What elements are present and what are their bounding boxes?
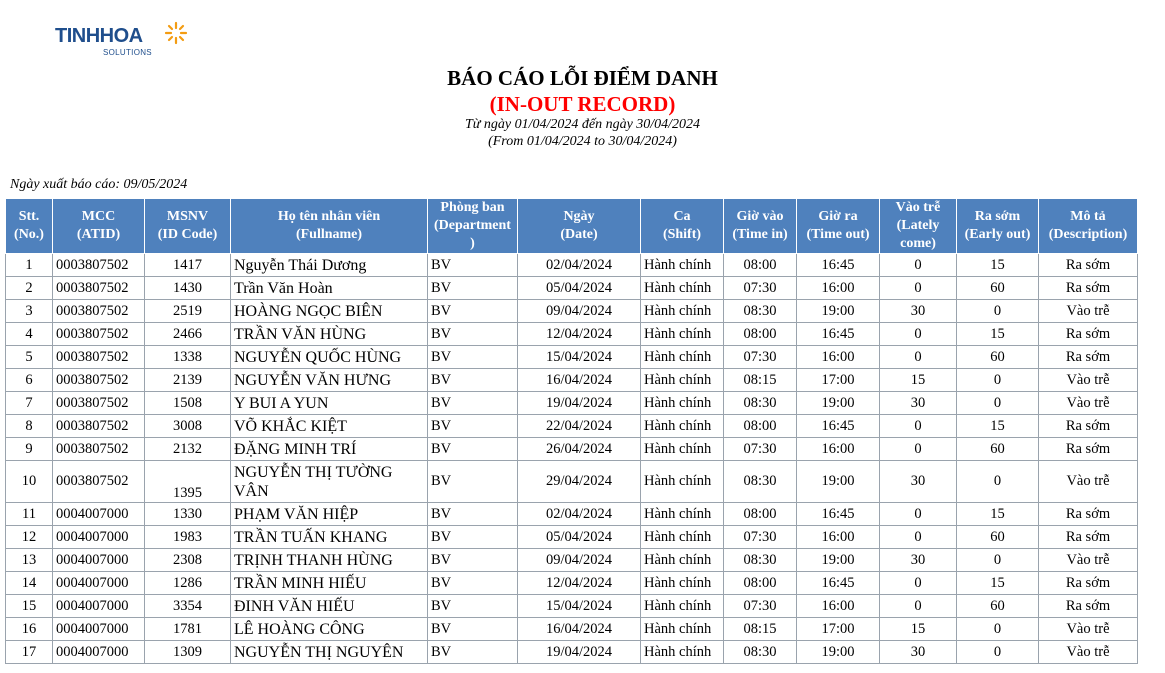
- table-row: [6, 415, 1138, 438]
- shift-cell: Hành chính: [641, 595, 724, 618]
- row-number: 12: [6, 526, 53, 549]
- row-number: 2: [6, 277, 53, 300]
- column-header-label: come): [900, 236, 936, 251]
- time-out-cell: 16:00: [797, 526, 880, 549]
- description-cell: Ra sớm: [1039, 346, 1138, 369]
- date-cell: 19/04/2024: [518, 392, 641, 415]
- shift-cell: Hành chính: [641, 254, 724, 277]
- description-cell: Ra sớm: [1039, 254, 1138, 277]
- time-in-cell: 08:30: [724, 549, 797, 572]
- atid-cell: 0004007000: [53, 503, 145, 526]
- row-number: 10: [6, 461, 53, 503]
- column-header: [641, 199, 724, 254]
- atid-cell: 0003807502: [53, 415, 145, 438]
- column-header-label: (Lately: [896, 218, 940, 233]
- time-out-cell: 19:00: [797, 641, 880, 664]
- id-code-cell: 1286: [145, 572, 231, 595]
- column-header-label: (Description): [1048, 227, 1128, 242]
- time-in-cell: 07:30: [724, 438, 797, 461]
- atid-cell: 0004007000: [53, 618, 145, 641]
- late-minutes-cell: 0: [880, 277, 957, 300]
- starburst-icon: [163, 20, 189, 46]
- description-cell: Ra sớm: [1039, 323, 1138, 346]
- column-header: [1039, 199, 1138, 254]
- table-row: [6, 549, 1138, 572]
- department-cell: BV: [428, 415, 518, 438]
- time-in-cell: 07:30: [724, 526, 797, 549]
- time-out-cell: 19:00: [797, 392, 880, 415]
- time-out-cell: 16:45: [797, 254, 880, 277]
- early-minutes-cell: 15: [957, 503, 1039, 526]
- department-cell: BV: [428, 438, 518, 461]
- table-row: [6, 254, 1138, 277]
- late-minutes-cell: 30: [880, 300, 957, 323]
- time-out-cell: 17:00: [797, 618, 880, 641]
- time-in-cell: 08:00: [724, 323, 797, 346]
- shift-cell: Hành chính: [641, 641, 724, 664]
- atid-cell: 0003807502: [53, 323, 145, 346]
- date-cell: 29/04/2024: [518, 461, 641, 503]
- table-row: [6, 346, 1138, 369]
- shift-cell: Hành chính: [641, 300, 724, 323]
- fullname-cell: TRẦN MINH HIẾU: [231, 572, 428, 595]
- atid-cell: 0003807502: [53, 392, 145, 415]
- table-row: [6, 595, 1138, 618]
- fullname-cell: HOÀNG NGỌC BIÊN: [231, 300, 428, 323]
- table-row: [6, 438, 1138, 461]
- date-cell: 16/04/2024: [518, 618, 641, 641]
- department-cell: BV: [428, 300, 518, 323]
- time-out-cell: 16:45: [797, 323, 880, 346]
- column-header-label: Ngày: [563, 209, 595, 224]
- early-minutes-cell: 0: [957, 618, 1039, 641]
- column-header: [53, 199, 145, 254]
- department-cell: BV: [428, 346, 518, 369]
- description-cell: Ra sớm: [1039, 503, 1138, 526]
- fullname-cell: PHẠM VĂN HIỆP: [231, 503, 428, 526]
- late-minutes-cell: 30: [880, 549, 957, 572]
- row-number: 11: [6, 503, 53, 526]
- shift-cell: Hành chính: [641, 369, 724, 392]
- id-code-cell: 1395: [145, 461, 231, 503]
- time-in-cell: 07:30: [724, 595, 797, 618]
- time-in-cell: 08:00: [724, 572, 797, 595]
- date-cell: 26/04/2024: [518, 438, 641, 461]
- column-header: [880, 199, 957, 254]
- fullname-cell: NGUYỄN QUỐC HÙNG: [231, 346, 428, 369]
- atid-cell: 0003807502: [53, 254, 145, 277]
- table-row: [6, 618, 1138, 641]
- date-cell: 02/04/2024: [518, 254, 641, 277]
- table-row: [6, 277, 1138, 300]
- department-cell: BV: [428, 323, 518, 346]
- department-cell: BV: [428, 549, 518, 572]
- description-cell: Ra sớm: [1039, 438, 1138, 461]
- date-range-vi: Từ ngày 01/04/2024 đến ngày 30/04/2024: [464, 117, 701, 132]
- time-in-cell: 08:15: [724, 369, 797, 392]
- fullname-cell: Y BUI A YUN: [231, 392, 428, 415]
- time-out-cell: 19:00: [797, 300, 880, 323]
- column-header-label: MSNV: [166, 209, 209, 224]
- column-header-label: (Fullname): [295, 227, 363, 242]
- late-minutes-cell: 0: [880, 346, 957, 369]
- id-code-cell: 3354: [145, 595, 231, 618]
- row-number: 6: [6, 369, 53, 392]
- column-header-label: Mô tả: [1070, 209, 1106, 224]
- id-code-cell: 3008: [145, 415, 231, 438]
- fullname-cell: LÊ HOÀNG CÔNG: [231, 618, 428, 641]
- shift-cell: Hành chính: [641, 323, 724, 346]
- early-minutes-cell: 15: [957, 323, 1039, 346]
- early-minutes-cell: 60: [957, 595, 1039, 618]
- date-cell: 05/04/2024: [518, 526, 641, 549]
- report-title: BÁO CÁO LỖI ĐIỂM DANH: [447, 66, 718, 90]
- id-code-cell: 1781: [145, 618, 231, 641]
- row-number: 7: [6, 392, 53, 415]
- id-code-cell: 2519: [145, 300, 231, 323]
- description-cell: Ra sớm: [1039, 277, 1138, 300]
- time-out-cell: 19:00: [797, 549, 880, 572]
- department-cell: BV: [428, 392, 518, 415]
- date-cell: 05/04/2024: [518, 277, 641, 300]
- shift-cell: Hành chính: [641, 461, 724, 503]
- id-code-cell: 1338: [145, 346, 231, 369]
- time-in-cell: 08:30: [724, 641, 797, 664]
- fullname-cell: TRẦN VĂN HÙNG: [231, 323, 428, 346]
- description-cell: Vào trễ: [1039, 641, 1138, 664]
- date-cell: 12/04/2024: [518, 572, 641, 595]
- early-minutes-cell: 0: [957, 392, 1039, 415]
- shift-cell: Hành chính: [641, 526, 724, 549]
- department-cell: BV: [428, 254, 518, 277]
- atid-cell: 0004007000: [53, 549, 145, 572]
- atid-cell: 0003807502: [53, 461, 145, 503]
- table-row: [6, 369, 1138, 392]
- fullname-cell: ĐẶNG MINH TRÍ: [231, 438, 428, 461]
- id-code-cell: 1309: [145, 641, 231, 664]
- time-out-cell: 16:00: [797, 595, 880, 618]
- column-header: [797, 199, 880, 254]
- table-row: [6, 572, 1138, 595]
- column-header: [6, 199, 53, 254]
- date-cell: 15/04/2024: [518, 595, 641, 618]
- report-subtitle: (IN-OUT RECORD): [489, 92, 676, 116]
- late-minutes-cell: 0: [880, 572, 957, 595]
- row-number: 1: [6, 254, 53, 277]
- late-minutes-cell: 0: [880, 323, 957, 346]
- column-header-label: Ra sớm: [974, 209, 1021, 224]
- row-number: 8: [6, 415, 53, 438]
- row-number: 9: [6, 438, 53, 461]
- row-number: 3: [6, 300, 53, 323]
- late-minutes-cell: 0: [880, 503, 957, 526]
- time-in-cell: 07:30: [724, 346, 797, 369]
- column-header-label: (ID Code): [157, 227, 218, 242]
- column-header: [518, 199, 641, 254]
- time-out-cell: 16:00: [797, 277, 880, 300]
- description-cell: Vào trễ: [1039, 461, 1138, 503]
- early-minutes-cell: 0: [957, 461, 1039, 503]
- date-cell: 15/04/2024: [518, 346, 641, 369]
- column-header-label: (Time out): [806, 227, 870, 242]
- department-cell: BV: [428, 641, 518, 664]
- row-number: 16: [6, 618, 53, 641]
- shift-cell: Hành chính: [641, 415, 724, 438]
- date-cell: 09/04/2024: [518, 300, 641, 323]
- table-row: [6, 300, 1138, 323]
- column-header-label: ): [470, 236, 475, 251]
- id-code-cell: 1417: [145, 254, 231, 277]
- column-header-label: Vào trễ: [895, 200, 941, 215]
- attendance-error-table: [5, 198, 1138, 664]
- early-minutes-cell: 0: [957, 369, 1039, 392]
- id-code-cell: 2132: [145, 438, 231, 461]
- late-minutes-cell: 0: [880, 438, 957, 461]
- export-date: Ngày xuất báo cáo: 09/05/2024: [10, 177, 188, 192]
- column-header-label: Giờ ra: [818, 209, 858, 224]
- description-cell: Vào trễ: [1039, 549, 1138, 572]
- column-header-label: MCC: [81, 209, 116, 224]
- row-number: 13: [6, 549, 53, 572]
- table-row: [6, 526, 1138, 549]
- atid-cell: 0003807502: [53, 300, 145, 323]
- date-cell: 22/04/2024: [518, 415, 641, 438]
- id-code-cell: 2139: [145, 369, 231, 392]
- atid-cell: 0004007000: [53, 526, 145, 549]
- department-cell: BV: [428, 277, 518, 300]
- atid-cell: 0004007000: [53, 595, 145, 618]
- time-out-cell: 17:00: [797, 369, 880, 392]
- time-in-cell: 07:30: [724, 277, 797, 300]
- column-header: [724, 199, 797, 254]
- time-in-cell: 08:30: [724, 300, 797, 323]
- late-minutes-cell: 30: [880, 641, 957, 664]
- shift-cell: Hành chính: [641, 277, 724, 300]
- late-minutes-cell: 0: [880, 254, 957, 277]
- atid-cell: 0003807502: [53, 438, 145, 461]
- early-minutes-cell: 15: [957, 572, 1039, 595]
- column-header: [145, 199, 231, 254]
- atid-cell: 0004007000: [53, 572, 145, 595]
- early-minutes-cell: 0: [957, 300, 1039, 323]
- department-cell: BV: [428, 618, 518, 641]
- row-number: 14: [6, 572, 53, 595]
- fullname-cell: TRỊNH THANH HÙNG: [231, 549, 428, 572]
- fullname-cell: Nguyễn Thái Dương: [231, 254, 428, 277]
- time-out-cell: 16:45: [797, 503, 880, 526]
- time-in-cell: 08:00: [724, 503, 797, 526]
- table-body: [6, 254, 1138, 664]
- late-minutes-cell: 0: [880, 595, 957, 618]
- column-header-label: Giờ vào: [736, 209, 784, 224]
- logo-subtext: SOLUTIONS: [103, 48, 152, 57]
- fullname-cell: Trần Văn Hoàn: [231, 277, 428, 300]
- department-cell: BV: [428, 595, 518, 618]
- description-cell: Ra sớm: [1039, 415, 1138, 438]
- fullname-cell: VÕ KHẮC KIỆT: [231, 415, 428, 438]
- column-header-label: Phòng ban: [440, 200, 505, 215]
- logo-text: TINHHOA: [55, 25, 143, 47]
- shift-cell: Hành chính: [641, 503, 724, 526]
- description-cell: Vào trễ: [1039, 618, 1138, 641]
- id-code-cell: 2308: [145, 549, 231, 572]
- early-minutes-cell: 15: [957, 415, 1039, 438]
- department-cell: BV: [428, 461, 518, 503]
- early-minutes-cell: 0: [957, 641, 1039, 664]
- time-in-cell: 08:30: [724, 392, 797, 415]
- column-header-label: (ATID): [76, 227, 121, 242]
- shift-cell: Hành chính: [641, 392, 724, 415]
- table-row: [6, 461, 1138, 503]
- late-minutes-cell: 0: [880, 526, 957, 549]
- table-row: [6, 323, 1138, 346]
- id-code-cell: 1508: [145, 392, 231, 415]
- shift-cell: Hành chính: [641, 346, 724, 369]
- atid-cell: 0003807502: [53, 346, 145, 369]
- column-header: [231, 199, 428, 254]
- id-code-cell: 1430: [145, 277, 231, 300]
- early-minutes-cell: 15: [957, 254, 1039, 277]
- column-header-label: Stt.: [18, 209, 40, 224]
- shift-cell: Hành chính: [641, 438, 724, 461]
- date-cell: 09/04/2024: [518, 549, 641, 572]
- column-header: [428, 199, 518, 254]
- row-number: 4: [6, 323, 53, 346]
- time-out-cell: 16:00: [797, 346, 880, 369]
- column-header-label: (Date): [560, 227, 598, 242]
- table-header-row: [6, 199, 1138, 254]
- early-minutes-cell: 60: [957, 346, 1039, 369]
- row-number: 15: [6, 595, 53, 618]
- atid-cell: 0004007000: [53, 641, 145, 664]
- date-range-en: (From 01/04/2024 to 30/04/2024): [488, 134, 677, 149]
- description-cell: Ra sớm: [1039, 595, 1138, 618]
- column-header: [957, 199, 1039, 254]
- fullname-cell: NGUYỄN VĂN HƯNG: [231, 369, 428, 392]
- id-code-cell: 1330: [145, 503, 231, 526]
- early-minutes-cell: 60: [957, 438, 1039, 461]
- time-in-cell: 08:30: [724, 461, 797, 503]
- late-minutes-cell: 0: [880, 415, 957, 438]
- table-row: [6, 392, 1138, 415]
- department-cell: BV: [428, 526, 518, 549]
- time-out-cell: 19:00: [797, 461, 880, 503]
- shift-cell: Hành chính: [641, 549, 724, 572]
- column-header-label: (Early out): [964, 227, 1031, 242]
- column-header-label: (Department: [434, 218, 511, 233]
- department-cell: BV: [428, 369, 518, 392]
- late-minutes-cell: 30: [880, 392, 957, 415]
- department-cell: BV: [428, 572, 518, 595]
- description-cell: Vào trễ: [1039, 300, 1138, 323]
- early-minutes-cell: 60: [957, 277, 1039, 300]
- early-minutes-cell: 0: [957, 549, 1039, 572]
- time-in-cell: 08:00: [724, 415, 797, 438]
- fullname-cell: NGUYỄN THỊ TƯỜNG VÂN: [231, 461, 428, 503]
- time-out-cell: 16:00: [797, 438, 880, 461]
- time-in-cell: 08:15: [724, 618, 797, 641]
- fullname-cell: ĐINH VĂN HIẾU: [231, 595, 428, 618]
- column-header-label: (No.): [14, 227, 44, 242]
- atid-cell: 0003807502: [53, 369, 145, 392]
- time-out-cell: 16:45: [797, 572, 880, 595]
- atid-cell: 0003807502: [53, 277, 145, 300]
- description-cell: Ra sớm: [1039, 572, 1138, 595]
- table-row: [6, 503, 1138, 526]
- company-logo: [55, 25, 152, 57]
- id-code-cell: 1983: [145, 526, 231, 549]
- late-minutes-cell: 15: [880, 369, 957, 392]
- column-header-label: Ca: [673, 209, 691, 224]
- date-cell: 19/04/2024: [518, 641, 641, 664]
- date-cell: 02/04/2024: [518, 503, 641, 526]
- late-minutes-cell: 30: [880, 461, 957, 503]
- column-header-label: (Time in): [732, 227, 788, 242]
- column-header-label: Họ tên nhân viên: [277, 209, 381, 224]
- description-cell: Vào trễ: [1039, 392, 1138, 415]
- column-header-label: (Shift): [662, 227, 702, 242]
- fullname-cell: TRẦN TUẤN KHANG: [231, 526, 428, 549]
- date-cell: 12/04/2024: [518, 323, 641, 346]
- time-out-cell: 16:45: [797, 415, 880, 438]
- description-cell: Ra sớm: [1039, 526, 1138, 549]
- table-row: [6, 641, 1138, 664]
- shift-cell: Hành chính: [641, 572, 724, 595]
- time-in-cell: 08:00: [724, 254, 797, 277]
- fullname-cell: NGUYỄN THỊ NGUYÊN: [231, 641, 428, 664]
- shift-cell: Hành chính: [641, 618, 724, 641]
- id-code-cell: 2466: [145, 323, 231, 346]
- row-number: 5: [6, 346, 53, 369]
- early-minutes-cell: 60: [957, 526, 1039, 549]
- late-minutes-cell: 15: [880, 618, 957, 641]
- row-number: 17: [6, 641, 53, 664]
- department-cell: BV: [428, 503, 518, 526]
- date-cell: 16/04/2024: [518, 369, 641, 392]
- description-cell: Vào trễ: [1039, 369, 1138, 392]
